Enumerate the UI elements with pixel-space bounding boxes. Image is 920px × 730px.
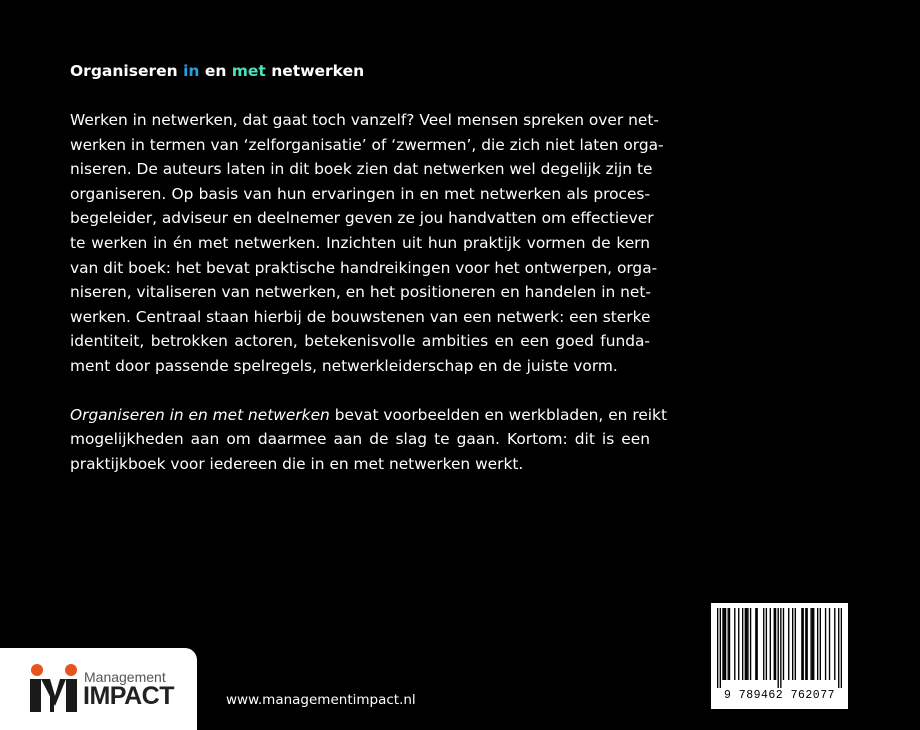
paragraph-2 <box>70 403 668 477</box>
barcode-bar <box>817 608 818 680</box>
title-word-met: met <box>231 62 266 80</box>
isbn-barcode <box>711 603 848 709</box>
barcode-bar <box>756 608 757 680</box>
publisher-logo-panel <box>0 648 197 730</box>
barcode-bar <box>792 608 793 680</box>
barcode-bar <box>750 608 751 680</box>
book-title <box>70 62 364 80</box>
barcode-bar <box>834 608 835 680</box>
paragraph-1-line: werken. Centraal staan hierbij de bouwstenen van een netwerk: een sterke <box>70 307 651 326</box>
paragraph-1 <box>70 108 664 379</box>
barcode-bar <box>838 608 839 688</box>
barcode-bar <box>783 608 784 680</box>
paragraph-2-line-1-rest: bevat voorbeelden en werkbladen, en reikt <box>329 405 668 424</box>
barcode-bar <box>820 608 821 680</box>
barcode-bar <box>717 608 718 688</box>
barcode-bar <box>774 608 775 680</box>
barcode-bar <box>803 608 804 680</box>
barcode-bar <box>841 608 842 688</box>
barcode-bar <box>788 608 789 680</box>
paragraph-1-line: van dit boek: het bevat praktische handreikingen voor het ontwerpen, orga- <box>70 258 658 277</box>
barcode-bar <box>763 608 764 680</box>
paragraph-1-line: ment door passende spelregels, netwerkleiderschap en de juiste vorm. <box>70 356 618 375</box>
barcode-bar <box>810 608 811 680</box>
paragraph-1-line: te werken in én met netwerken. Inzichten uit hun praktijk vormen de kern <box>70 233 650 252</box>
barcode-bar <box>778 608 779 688</box>
barcode-bar <box>801 608 802 680</box>
title-word-in: in <box>183 62 200 80</box>
barcode-bar <box>770 608 771 680</box>
logo-management-text: Management <box>84 669 166 685</box>
barcode-bar <box>812 608 813 680</box>
title-part-1: Organiseren <box>70 62 184 80</box>
management-impact-logo-icon <box>28 662 80 714</box>
paragraph-1-line: Werken in netwerken, dat gaat toch vanzelf? Veel mensen spreken over net- <box>70 111 659 129</box>
barcode-bar <box>829 608 830 680</box>
barcode-bar <box>825 608 826 680</box>
paragraph-2-line <box>70 403 668 428</box>
barcode-bar <box>806 608 807 680</box>
barcode-bar <box>734 608 735 680</box>
barcode-bar <box>725 608 726 680</box>
barcode-bar <box>780 608 781 688</box>
barcode-bar <box>728 608 729 680</box>
barcode-bar <box>795 608 796 680</box>
book-title-italic: Organiseren in en met netwerken <box>70 405 330 424</box>
title-part-3: en <box>199 62 232 80</box>
paragraph-1-line: niseren. De auteurs laten in dit boek zien dat netwerken wel degelijk zijn te <box>70 160 653 179</box>
logo-impact-text: IMPACT <box>83 682 174 710</box>
barcode-bar <box>722 608 723 680</box>
paragraph-1-line: begeleider, adviseur en deelnemer geven ze jou handvatten om effectiever <box>70 209 654 228</box>
barcode-bar <box>766 608 767 680</box>
back-cover-text <box>70 108 668 476</box>
barcode-bar <box>720 608 721 688</box>
barcode-bars <box>717 608 842 688</box>
barcode-bar <box>745 608 746 680</box>
paragraph-1-line: identiteit, betrokken actoren, betekenisvolle ambities en een goed funda- <box>70 332 650 351</box>
barcode-bar <box>775 608 776 680</box>
publisher-url: www.managementimpact.nl <box>226 692 416 708</box>
title-part-5: netwerken <box>265 62 365 80</box>
paragraph-1-line: niseren, vitaliseren van netwerken, en het positioneren en handelen in net- <box>70 283 651 302</box>
isbn-number: 9 789462 762077 <box>723 689 836 702</box>
paragraph-2-line: mogelijkheden aan om daarmee aan de slag te gaan. Kortom: dit is een <box>70 430 650 449</box>
barcode-bar <box>755 608 756 680</box>
paragraph-1-line: organiseren. Op basis van hun ervaringen in en met netwerken als proces- <box>70 184 650 203</box>
barcode-bar <box>724 608 725 680</box>
barcode-bar <box>747 608 748 680</box>
paragraph-spacer <box>70 379 650 403</box>
barcode-bar <box>746 608 747 680</box>
barcode-bar <box>738 608 739 680</box>
barcode-bar <box>729 608 730 680</box>
paragraph-1-line: werken in termen van ‘zelforganisatie’ of ‘zwermen’, die zich niet laten orga- <box>70 135 664 154</box>
barcode-bar <box>742 608 743 680</box>
paragraph-2-line: praktijkboek voor iedereen die in en met netwerken werkt. <box>70 454 524 473</box>
barcode-bar <box>813 608 814 680</box>
barcode-bar <box>805 608 806 680</box>
